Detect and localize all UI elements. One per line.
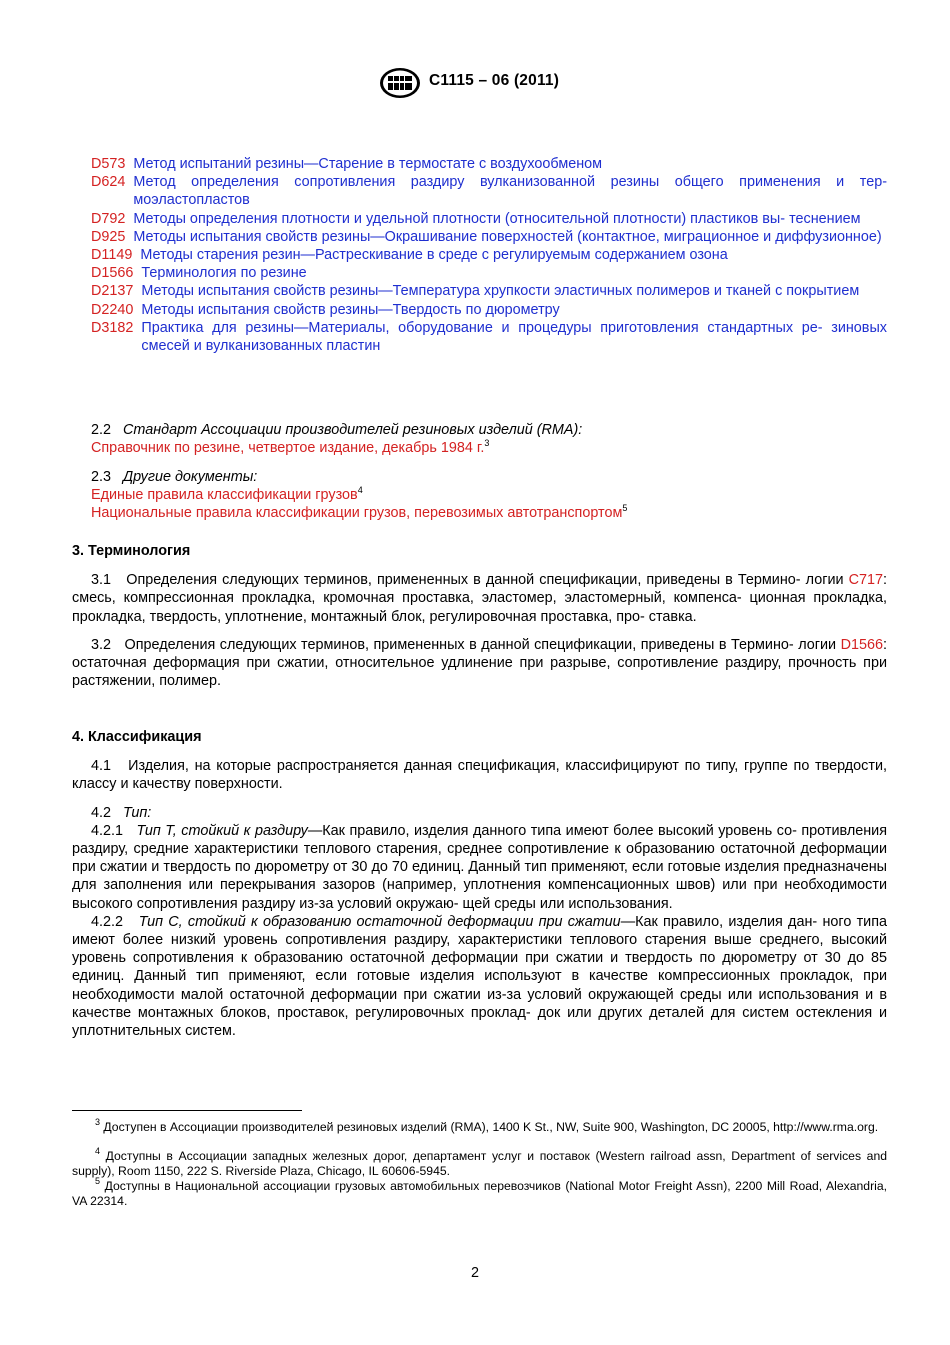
reference-item — [91, 210, 887, 228]
footnote-4: $^4$ Доступны в Ассоциации западных железных дорог, департамент услуг и поставок (Western railroad assn, Department of services and supply), Room 1150, 222 S. Riverside Plaza, Chicago, IL 60606-5945. — [72, 1146, 887, 1179]
reference-code-link[interactable]: D1149 — [91, 247, 133, 264]
reference-item — [91, 301, 887, 319]
referenced-documents-list — [91, 155, 887, 355]
paragraph-3-1: 3.1 Определения следующих терминов, примененных в данной спецификации, приведены в Термино- логии C717: смесь, компрессионная прокладка, кромочная проставка, эластомер, эластомерный, компенса- ционная прокладка, прокладка, твердость, уплотнение, монтажный блок, регулировочная проставка, про- ставка. — [72, 572, 888, 625]
reference-title: Методы испытания свойств резины—Твердость по дюрометру — [141, 301, 560, 318]
reference-code-link[interactable]: D573 — [91, 156, 126, 172]
reference-link[interactable]: D1566 — [840, 636, 884, 653]
section-4 — [72, 728, 887, 1040]
footnote-3: $^3$ Доступен в Ассоциации производителей резиновых изделий (RMA), 1400 K St., NW, Suite 900, Washington, DC 20005, http://www.rma.org. — [95, 1117, 879, 1134]
section-number: 2.3 — [91, 469, 112, 485]
section-number: 2.2 — [91, 422, 112, 438]
footnote-5: $^5$ Доступны в Национальной ассоциации грузовых автомобильных перевозчиков (National Motor Freight Assn), 2200 Mill Road, Alexandria, VA 22314. — [72, 1176, 887, 1209]
reference-item — [91, 228, 887, 246]
paragraph-4-1: 4.1 Изделия, на которые распространяется данная спецификация, классифицируют по типу, группе по твердости, классу и качеству поверхности. — [72, 758, 887, 793]
reference-title: Методы определения плотности и удельной плотности (относительной плотности) пластиков вы- теснением — [133, 210, 861, 227]
paragraph-4-2-1: 4.2.1 Тип Т, стойкий к раздиру—Как правило, изделия данного типа имеют более высокий уровень со- противления раздиру, средние характеристики теплового старения, среднее сопротивление к образованию остаточной деформации при сжатии и твердость по дюрометру от 30 до 70 единиц. Данный тип применяют, если готовые изделия предназначены для заполнения или перекрывания зазоров (например, уплотнения компенсационных швов) или при необходимости высокого сопротивления раздиру из-за условий окружаю- щей среды или использования. — [72, 822, 887, 912]
section-2-2 — [91, 421, 887, 457]
section-3 — [72, 542, 887, 690]
reference-title: Метод определения сопротивления раздиру вулканизованной резины общего применения и тер- моэластопластов — [133, 174, 887, 209]
reference-item — [91, 319, 887, 355]
paragraph-4-2-2: 4.2.2 Тип С, стойкий к образованию остаточной деформации при сжатии—Как правило, изделия дан- ного типа имеют более низкий уровень сопротивления раздиру, характеристики теплового старения выше среднего, высокий уровень сопротивления к образованию остаточной деформации при сжатии и твердость по дюрометру от 30 до 85 единиц. Данный тип применяют, если готовые изделия используют в качестве компрессионных прокладок, при необходимости малой остаточной деформации при сжатии из-за условий окружающей среды или использования и в качестве монтажных блоков, проставок, регулировочных проклад- док или других деталей для систем остекления и уплотнительных систем. — [72, 913, 888, 1040]
reference-item — [91, 264, 887, 282]
reference-link[interactable]: C717 — [848, 572, 884, 589]
astm-logo-icon — [379, 67, 421, 99]
reference-code-link[interactable]: D925 — [91, 228, 126, 245]
reference-code-link[interactable]: D2240 — [91, 301, 134, 318]
reference-link[interactable]: Единые правила классификации грузов — [91, 487, 358, 504]
reference-title: Методы старения резин—Растрескивание в среде с регулируемым содержанием озона — [140, 247, 728, 264]
document-id: C1115 – 06 (2011) — [429, 72, 560, 89]
reference-title: Терминология по резине — [141, 265, 307, 282]
reference-code-link[interactable]: D2137 — [91, 283, 134, 300]
page-number: 2 — [470, 1265, 479, 1281]
footnote-ref[interactable]: 5 — [622, 503, 628, 514]
reference-item — [91, 246, 887, 264]
reference-code-link[interactable]: D792 — [91, 210, 126, 227]
paragraph-4-2: 4.2 Тип: — [91, 804, 152, 821]
section-title: Стандарт Ассоциации производителей резиновых изделий (RMA): — [123, 422, 583, 438]
reference-code-link[interactable]: D3182 — [91, 319, 134, 336]
section-heading: 4. Классификация — [72, 729, 202, 745]
reference-title: Метод испытаний резины—Старение в термостате с воздухообменом — [133, 156, 603, 172]
section-heading: 3. Терминология — [72, 543, 191, 559]
reference-item — [91, 173, 887, 209]
section-2-3 — [91, 468, 887, 523]
footnote-ref[interactable]: 4 — [357, 485, 363, 496]
footnote-ref[interactable]: 3 — [484, 438, 490, 449]
reference-code-link[interactable]: D1566 — [91, 265, 134, 282]
reference-item — [91, 282, 887, 300]
reference-link[interactable]: Национальные правила классификации грузов, перевозимых автотранспортом — [91, 505, 623, 522]
reference-title: Методы испытания свойств резины—Окрашивание поверхностей (контактное, миграционное и диффузионное) — [133, 228, 882, 245]
paragraph-3-2: 3.2 Определения следующих терминов, примененных в данной спецификации, приведены в Термино- логии D1566: остаточная деформация при сжатии, относительное удлинение при разрыве, сопротивление раздиру, прочность при растяжении, полимер. — [72, 636, 888, 690]
reference-code-link[interactable]: D624 — [91, 174, 126, 191]
reference-title: Методы испытания свойств резины—Температура хрупкости эластичных полимеров и тканей с покрытием — [141, 283, 860, 300]
reference-item — [91, 155, 887, 173]
reference-link[interactable]: Справочник по резине, четвертое издание, декабрь 1984 г. — [91, 440, 485, 457]
footnote-divider — [72, 1110, 302, 1111]
reference-title: Практика для резины—Материалы, оборудование и процедуры приготовления стандартных ре- зиновых смесей и вулканизованных пластин — [141, 319, 887, 355]
section-title: Другие документы: — [123, 469, 258, 485]
page-header — [0, 67, 950, 103]
